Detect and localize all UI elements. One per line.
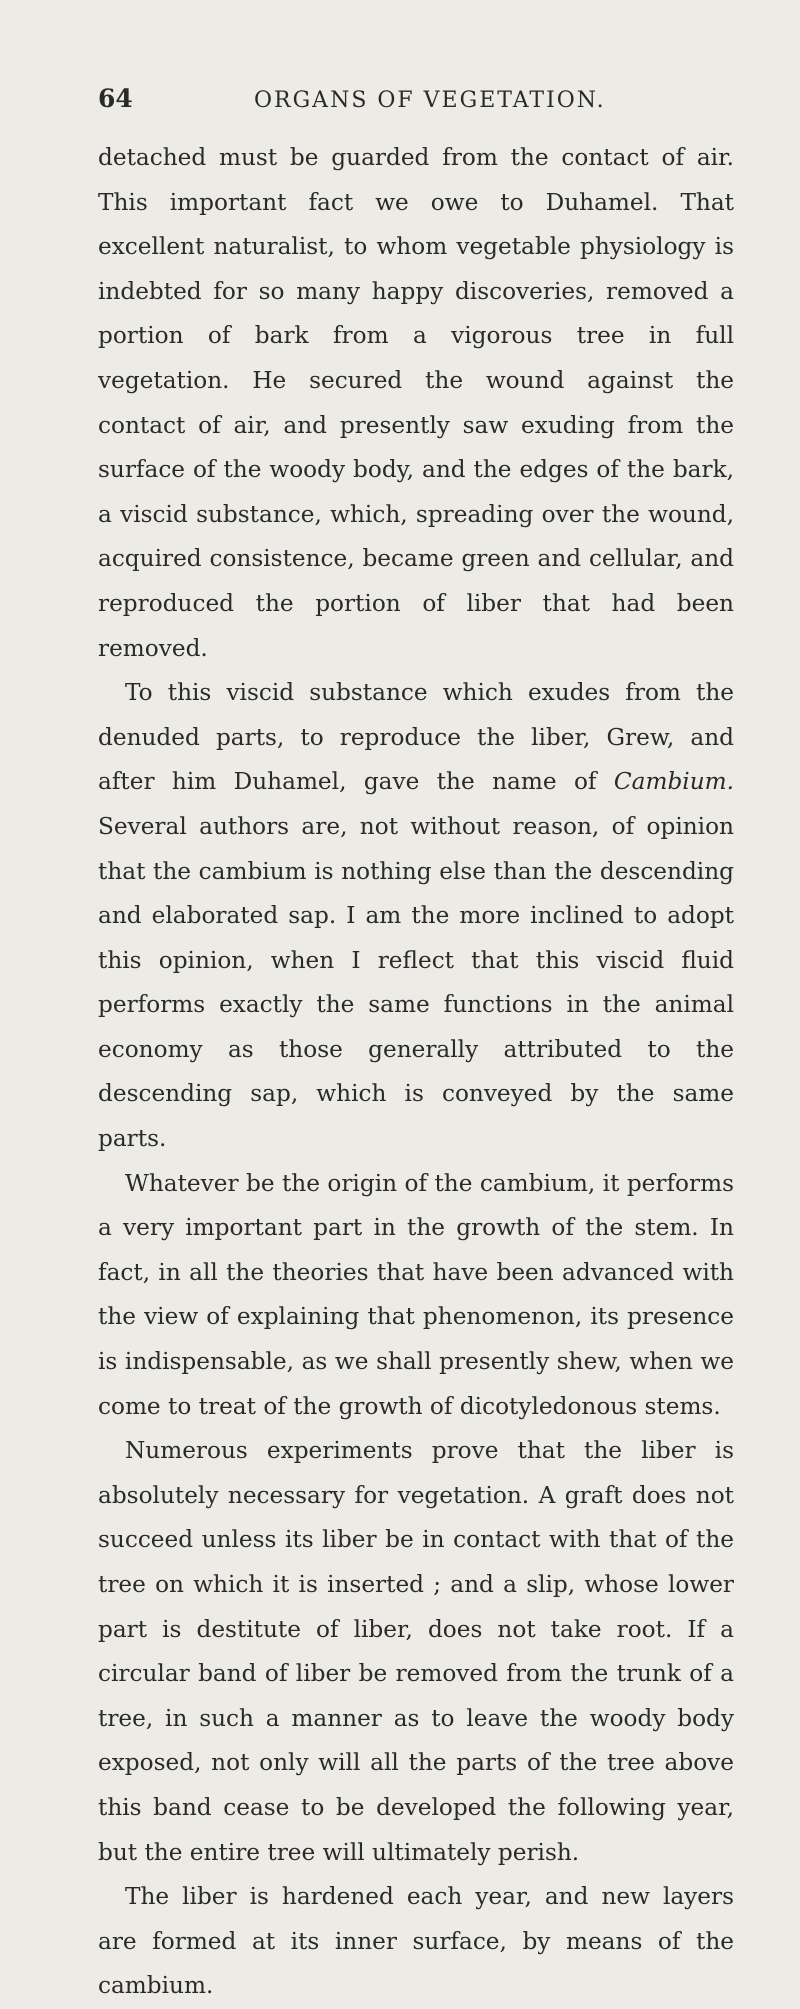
paragraph — [98, 136, 734, 671]
paragraph — [98, 671, 734, 1162]
paragraph — [98, 1162, 734, 1430]
page-number: 64 — [98, 84, 133, 113]
paragraph-text: To this viscid substance which exudes from the denuded parts, to reproduce the liber, Grew, and after him Duhamel, gave the name of — [98, 679, 734, 796]
paragraph-text: Several authors are, not without reason, of opinion that the cambium is nothing else than the descending and elaborated sap. I am the more inclined to adopt this opinion, when I reflect that this viscid fluid performs exactly the same functions in the animal economy as those generally attributed to the descending sap, which is conveyed by the same parts. — [98, 812, 734, 1153]
paragraph-text: detached must be guarded from the contact of air. This important fact we owe to Duhamel. That excellent naturalist, to whom vegetable physiology is indebted for so many happy discoveries, removed a portion of bark from a vigorous tree in full vegetation. He secured the wound against the contact of air, and presently saw exuding from the surface of the woody body, and the edges of the bark, a viscid substance, which, spreading over the wound, acquired consistence, became green and cellular, and reproduced the portion of liber that had been removed. — [98, 144, 734, 662]
paragraph-text: Numerous experiments prove that the liber is absolutely necessary for vegetation. A graft does not succeed unless its liber be in contact with that of the tree on which it is inserted ; and a slip, whose lower part is destitute of liber, does not take root. If a circular band of liber be removed from the trunk of a tree, in such a manner as to leave the woody body exposed, not only will all the parts of the tree above this band cease to be developed the following year, but the entire tree will ultimately perish. — [98, 1437, 734, 1866]
paragraph — [98, 1429, 734, 1875]
paragraph-text: The liber is hardened each year, and new layers are formed at its inner surface, by means of the cambium. — [98, 1883, 734, 2000]
paragraph — [98, 1875, 734, 2009]
body-text — [98, 136, 734, 2009]
paragraph-text: Whatever be the origin of the cambium, it performs a very important part in the growth of the stem. In fact, in all the theories that have been advanced with the view of explaining that phenomenon, its presence is indispensable, as we shall presently shew, when we come to treat of the growth of dicotyledonous stems. — [98, 1169, 734, 1420]
running-head — [98, 84, 734, 124]
term-cambium: Cambium. — [613, 768, 734, 796]
running-title: ORGANS OF VEGETATION. — [254, 88, 606, 113]
